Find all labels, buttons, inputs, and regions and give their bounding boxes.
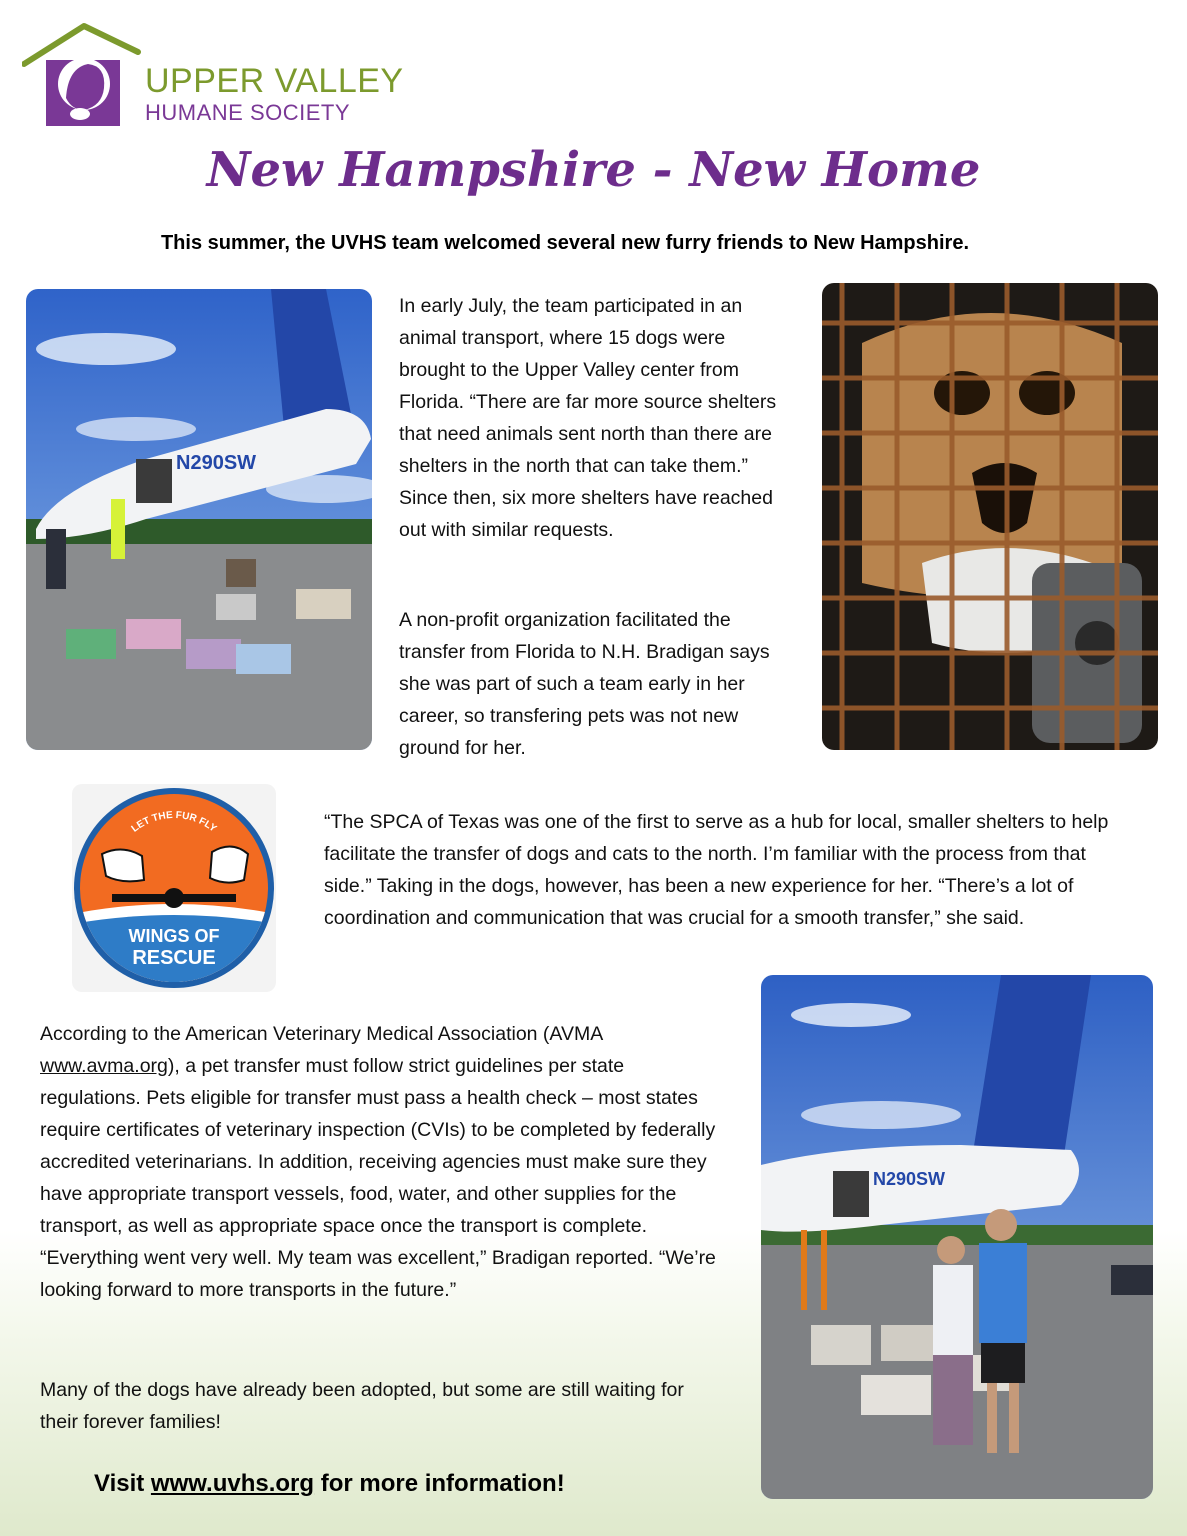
plane-registration: N290SW bbox=[176, 452, 257, 474]
paragraph-4-part-a: According to the American Veterinary Medical Association (AVMA bbox=[40, 1023, 603, 1045]
article-paragraph-4 bbox=[40, 1018, 720, 1306]
footer-prefix: Visit bbox=[94, 1470, 151, 1497]
dog-in-crate-image bbox=[822, 283, 1158, 750]
footer-suffix: for more information! bbox=[314, 1470, 565, 1497]
wings-of-rescue-badge-icon bbox=[72, 784, 276, 992]
org-name-line1: UPPER VALLEY bbox=[145, 62, 404, 100]
photo-plane-unloading bbox=[26, 289, 372, 750]
wings-name-line1: WINGS OF bbox=[128, 926, 220, 946]
page-title: New Hampshire - New Home bbox=[206, 142, 981, 198]
photo-team-with-plane bbox=[761, 975, 1153, 1499]
wings-of-rescue-logo bbox=[72, 784, 276, 992]
uvhs-website-link[interactable]: www.uvhs.org bbox=[150, 1470, 315, 1497]
page-subtitle: This summer, the UVHS team welcomed several new furry friends to New Hampshire. bbox=[160, 232, 970, 254]
plane-registration-2: N290SW bbox=[873, 1169, 946, 1189]
paragraph-4-part-b: ), a pet transfer must follow strict guidelines per state regulations. Pets eligible for transfer must pass a health check – most states require certificates of veterinary inspection (CVIs) to be completed by federally accredited veterinarians. In addition, receiving agencies must make sure they have appropriate transport vessels, food, water, and other supplies for the transport, as well as appropriate space once the transport is complete. “Everything went very well. My team was excellent,” Bradigan reported. “We’re looking forward to more transports in the future.” bbox=[40, 1055, 716, 1301]
team-with-plane-image bbox=[761, 975, 1153, 1499]
footer-cta bbox=[94, 1470, 565, 1498]
article-paragraph-5: Many of the dogs have already been adopted, but some are still waiting for their forever families! bbox=[40, 1379, 684, 1433]
article-paragraph-2: A non-profit organization facilitated the transfer from Florida to N.H. Bradigan says she was part of such a team early in her career, so transfering pets was not new ground for her. bbox=[399, 609, 770, 759]
photo-dog-in-crate bbox=[822, 283, 1158, 750]
org-name-line2: HUMANE SOCIETY bbox=[145, 100, 351, 125]
plane-unloading-image bbox=[26, 289, 372, 750]
house-logo-icon bbox=[22, 22, 147, 132]
article-paragraph-3: “The SPCA of Texas was one of the first to serve as a hub for local, smaller shelters to help facilitate the transfer of dogs and cats to the north. I’m familiar with the process from that side.” Taking in the dogs, however, has been a new experience for her. “There’s a lot of coordination and communication that was crucial for a smooth transfer,” she said. bbox=[324, 811, 1109, 929]
avma-link[interactable]: www.avma.org bbox=[40, 1055, 168, 1077]
wings-tagline: LET THE FUR FLY bbox=[129, 809, 219, 835]
uvhs-logo bbox=[22, 22, 402, 132]
wings-name-line2: RESCUE bbox=[132, 947, 216, 969]
article-paragraph-1: In early July, the team participated in an animal transport, where 15 dogs were brought to the Upper Valley center from Florida. “There are far more source shelters that need animals sent north than there are shelters in the north that can take them.” Since then, six more shelters have reached out with similar requests. bbox=[399, 295, 777, 541]
